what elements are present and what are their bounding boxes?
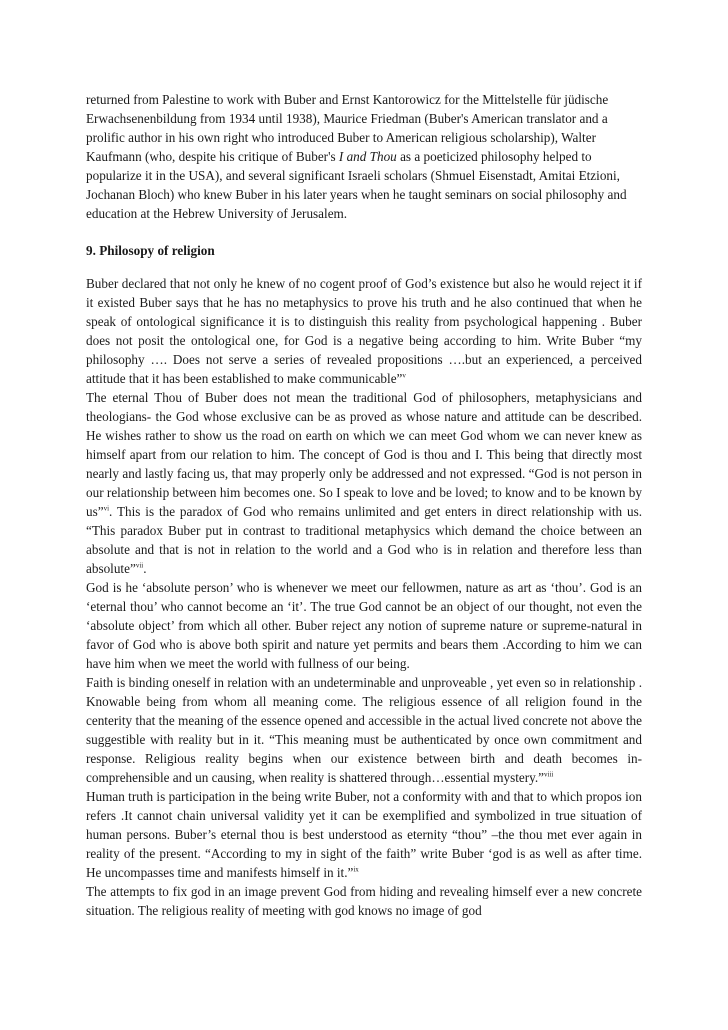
endnote-marker: viii (544, 770, 554, 779)
endnote-marker: v (402, 371, 406, 380)
paragraph-4 (86, 673, 642, 787)
paragraph-3: God is he ‘absolute person’ who is whenever we meet our fellowmen, nature as art as ‘thou’. God is an ‘eternal thou’ who cannot become an ‘it’. The true God cannot be an object of our thought, not even the ‘absolute object’ from which all other. Buber reject any notion of supreme nature or supreme-natural in favor of God who is above both spirit and nature yet permits and bears them .According to him we can have him when we meet the world with fullness of our being. (86, 580, 642, 671)
paragraph-2-end: . (143, 561, 147, 576)
paragraph-6: The attempts to fix god in an image prevent God from hiding and revealing himself ever a new concrete situation. The religious reality of meeting with god knows no image of god (86, 884, 642, 918)
endnote-marker: vii (135, 561, 144, 570)
paragraph-1-text: Buber declared that not only he knew of no cogent proof of God’s existence but also he would reject it if it existed Buber says that he has no metaphysics to prove his truth and he also continued that when he speak of ontological significance it is to distinguish this reality from psychological happening . Buber does not posit the ontological one, for God is a negative being according to him. Write Buber “my philosophy …. Does not serve a series of revealed propositions ….but an experienced, a perceived attitude that it has been established to make communicable” (86, 276, 642, 386)
endnote-marker: vi (103, 504, 110, 513)
paragraph-4-text: Faith is binding oneself in relation with an undeterminable and unproveable , yet even so in relationship . Knowable being from whom all meaning come. The religious essence of all religion found in the centerity that the meaning of the essence opened and accessible in the actual lived concrete not above the suggestible with reality but in it. “This meaning must be authenticated by once own commitment and response. Religious reality begins when our existence between birth and death becomes in-comprehensible and un causing, when reality is shattered through…essential mystery.” (86, 675, 642, 785)
intro-text: returned from Palestine to work with Buber and Ernst Kantorowicz for the Mittelstelle für jüdische Erwachsenenbildung from 1934 until 1938), Maurice Friedman (Buber's American translator and a prolific author in his own right who introduced Buber to American religious scholarship), Walter Kaufmann (who, despite his critique of Buber's (86, 92, 609, 164)
section-heading: 9. Philosopy of religion (86, 243, 215, 258)
paragraph-5 (86, 787, 642, 882)
paragraph-2 (86, 388, 642, 578)
paragraph-2-text-cont: . This is the paradox of God who remains unlimited and get enters in direct relationship with us. “This paradox Buber put in contrast to traditional metaphysics which demand the choice between an absolute and that is not in relation to the world and a God who is in relation and therefore less than absolute” (86, 504, 642, 576)
paragraph-2-text: The eternal Thou of Buber does not mean the traditional God of philosophers, metaphysicians and theologians- the God whose exclusive can be as proved as whose nature and attitude can be described. He wishes rather to show us the road on earth on which we can meet God whom we can never knew as himself apart from our relation to him. The concept of God is thou and I. This being that directly most nearly and lastly facing us, that may properly only be addressed and not expressed. “God is not person in our relationship between him becomes one. So I speak to love and be loved; to know and to be known by us” (86, 390, 642, 519)
book-title-italic: I and Thou (338, 149, 397, 164)
paragraph-5-text: Human truth is participation in the being write Buber, not a conformity with and that to which propos ion refers .It cannot chain universal validity yet it can be exemplified and symbolized in true situation of human persons. Buber’s eternal thou is best understood as eternity “thou” –the thou met ever again in reality of the present. “According to my in sight of the faith” write Buber ‘god is as well as after time. He uncompasses time and manifests himself in it.” (86, 789, 642, 880)
intro-paragraph (86, 90, 642, 223)
paragraph-1 (86, 274, 642, 388)
intro-text-cont: as a poeticized philosophy helped to popularize it in the USA), and several significant Israeli scholars (Shmuel Eisenstadt, Amitai Etzioni, Jochanan Bloch) who knew Buber in his later years when he taught seminars on social philosophy and education at the Hebrew University of Jerusalem. (86, 149, 627, 221)
document-page (86, 90, 642, 920)
endnote-marker: ix (353, 865, 359, 874)
body-text (86, 274, 642, 920)
